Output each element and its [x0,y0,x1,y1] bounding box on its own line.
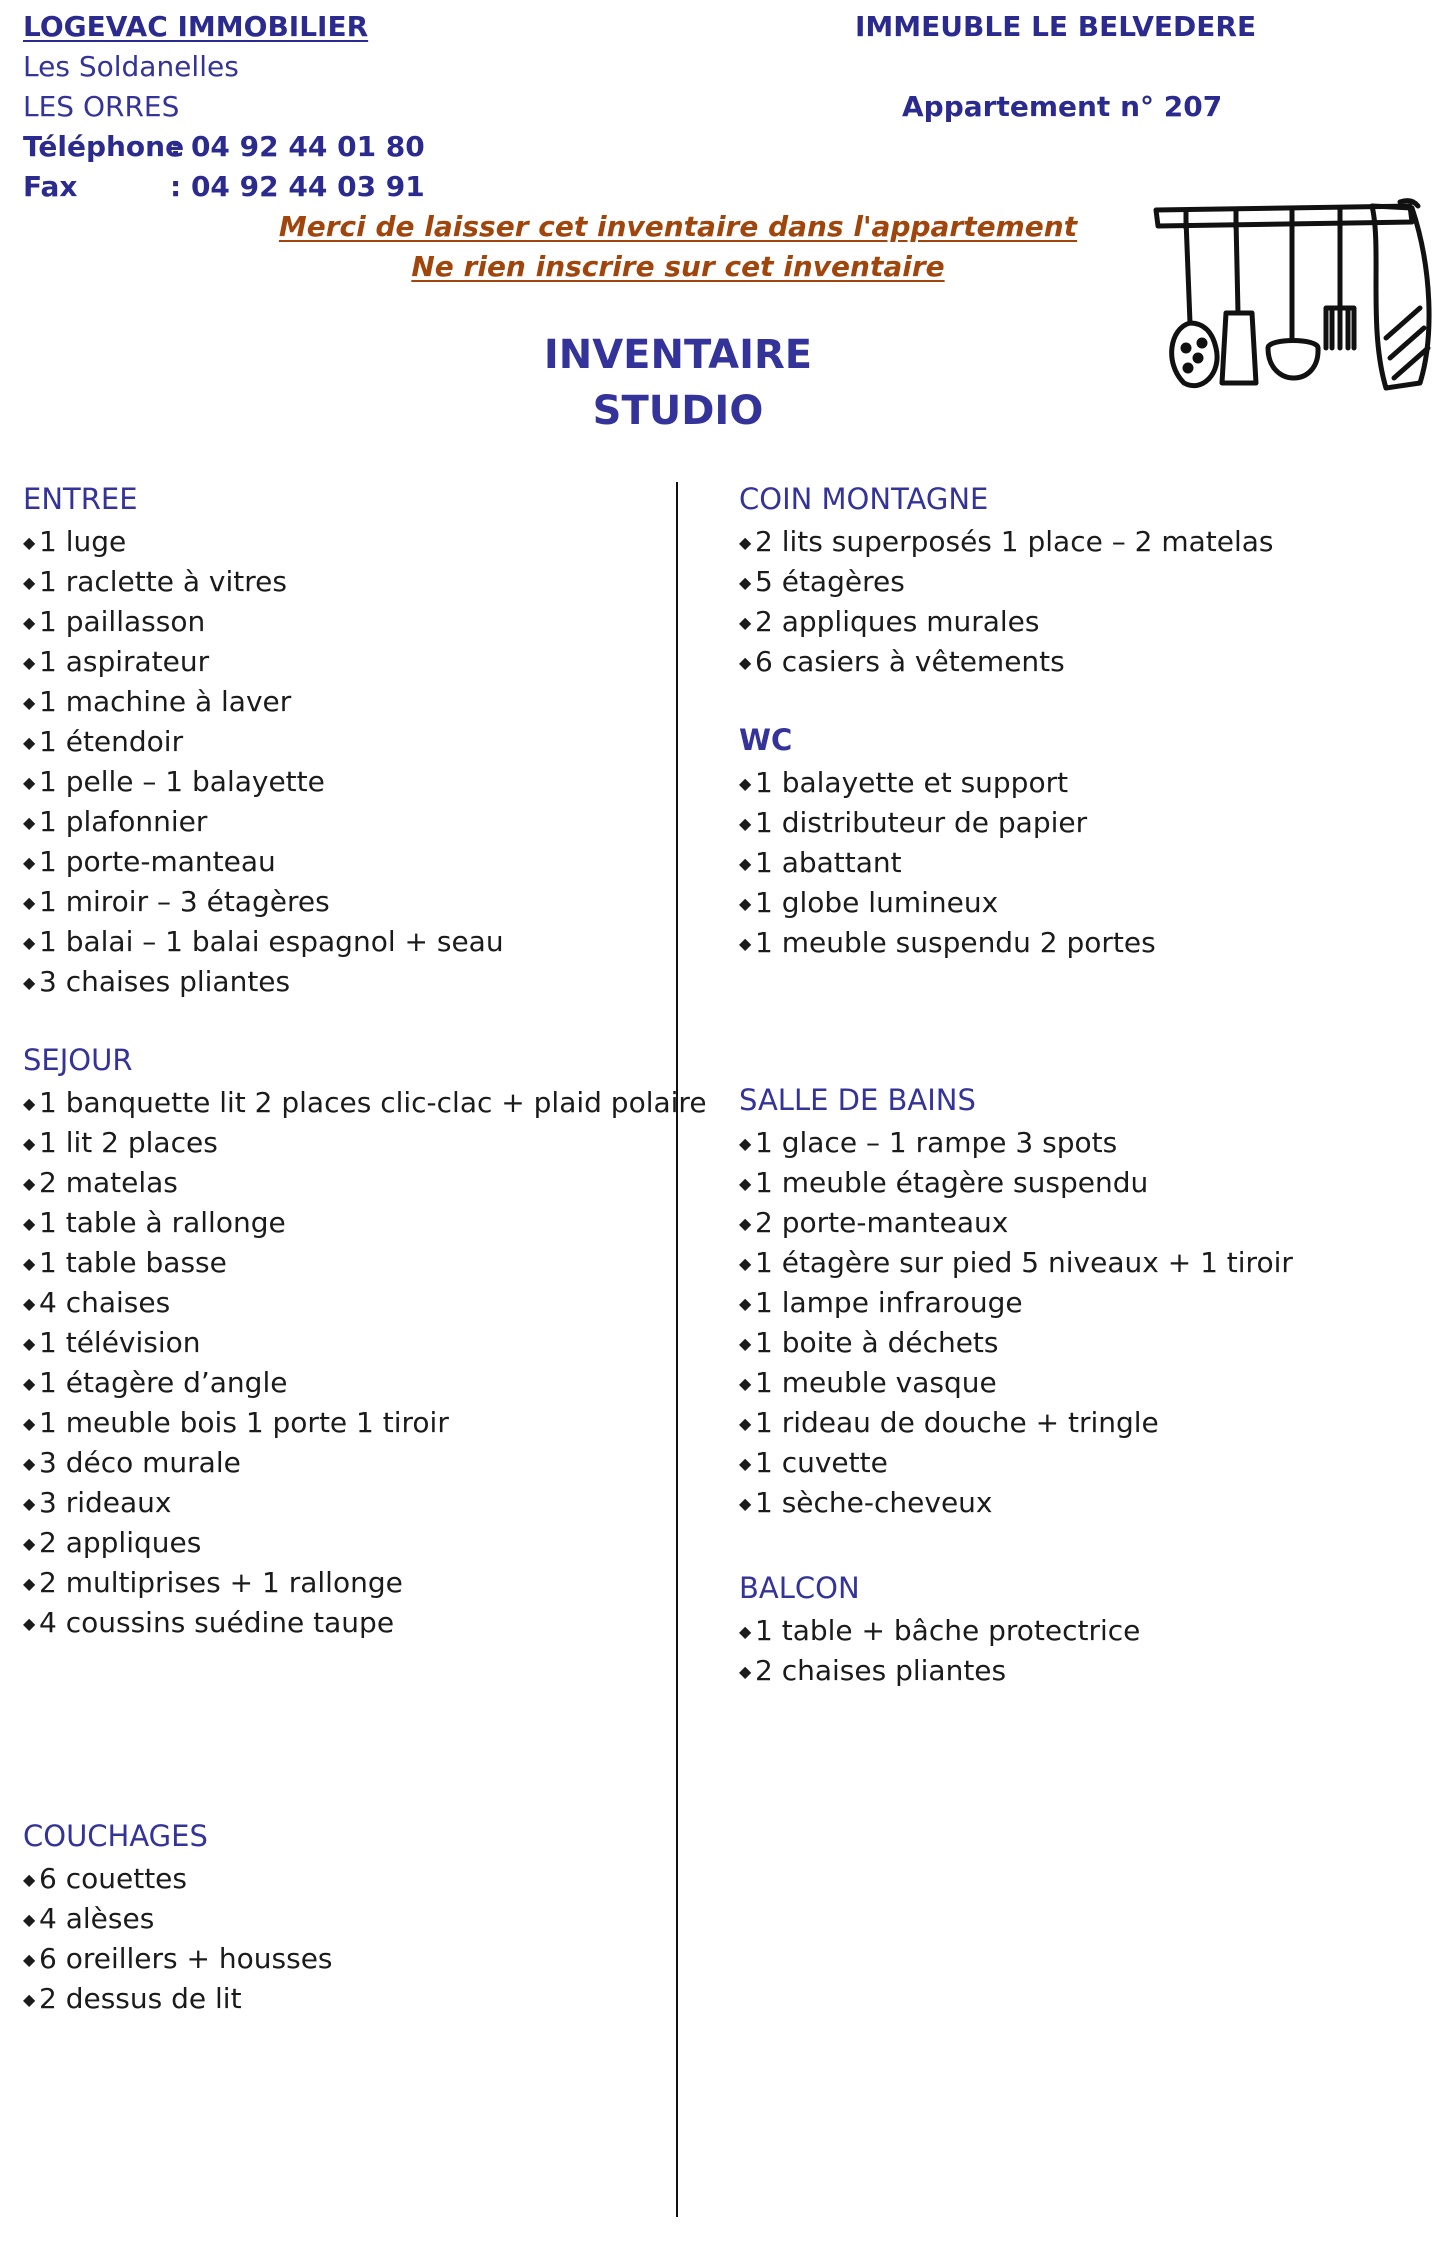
apartment-number: Appartement n° 207 [902,90,1223,123]
diamond-bullet-icon: ◆ [739,653,752,672]
diamond-bullet-icon: ◆ [23,1574,36,1593]
diamond-bullet-icon: ◆ [23,893,36,912]
list-item: ◆ 1 meuble suspendu 2 portes [739,923,1156,963]
diamond-bullet-icon: ◆ [23,533,36,552]
diamond-bullet-icon: ◆ [739,774,752,793]
list-item: ◆ 2 dessus de lit [23,1979,333,2019]
diamond-bullet-icon: ◆ [23,733,36,752]
diamond-bullet-icon: ◆ [23,653,36,672]
page-subtitle: STUDIO [592,388,764,434]
list-entree [23,522,504,1002]
diamond-bullet-icon: ◆ [23,573,36,592]
page-title: INVENTAIRE [543,332,813,378]
kitchen-utensils-icon [1150,188,1440,403]
section-title-salle-de-bains: SALLE DE BAINS [739,1083,976,1117]
list-item: ◆ 1 meuble vasque [739,1363,1293,1403]
list-item: ◆ 6 oreillers + housses [23,1939,333,1979]
list-sejour [23,1083,707,1643]
list-item: ◆ 2 chaises pliantes [739,1651,1140,1691]
diamond-bullet-icon: ◆ [739,1414,752,1433]
list-item: ◆ 1 raclette à vitres [23,562,504,602]
diamond-bullet-icon: ◆ [739,854,752,873]
list-item: ◆ 1 machine à laver [23,682,504,722]
diamond-bullet-icon: ◆ [739,934,752,953]
list-item: ◆ 4 chaises [23,1283,707,1323]
list-item: ◆ 1 table + bâche protectrice [739,1611,1140,1651]
diamond-bullet-icon: ◆ [739,894,752,913]
diamond-bullet-icon: ◆ [23,1870,36,1889]
diamond-bullet-icon: ◆ [23,1494,36,1513]
diamond-bullet-icon: ◆ [23,813,36,832]
list-item: ◆ 1 meuble bois 1 porte 1 tiroir [23,1403,707,1443]
diamond-bullet-icon: ◆ [739,1374,752,1393]
diamond-bullet-icon: ◆ [739,573,752,592]
list-item: ◆ 3 chaises pliantes [23,962,504,1002]
diamond-bullet-icon: ◆ [739,1494,752,1513]
diamond-bullet-icon: ◆ [739,1622,752,1641]
list-item: ◆ 2 appliques murales [739,602,1274,642]
list-item: ◆ 1 plafonnier [23,802,504,842]
diamond-bullet-icon: ◆ [739,1174,752,1193]
diamond-bullet-icon: ◆ [23,1174,36,1193]
list-item: ◆ 1 glace – 1 rampe 3 spots [739,1123,1293,1163]
list-couchages [23,1859,333,2019]
building-name: IMMEUBLE LE BELVEDERE [855,10,1257,43]
list-item: ◆ 1 cuvette [739,1443,1293,1483]
list-item: ◆ 1 pelle – 1 balayette [23,762,504,802]
list-item: ◆ 1 aspirateur [23,642,504,682]
list-item: ◆ 5 étagères [739,562,1274,602]
company-name: LOGEVAC IMMOBILIER [23,10,369,43]
diamond-bullet-icon: ◆ [23,1454,36,1473]
diamond-bullet-icon: ◆ [23,1414,36,1433]
list-item: ◆ 1 boite à déchets [739,1323,1293,1363]
section-title-wc: WC [739,723,793,757]
section-title-couchages: COUCHAGES [23,1819,208,1853]
list-item: ◆ 1 banquette lit 2 places clic-clac + plaid polaire [23,1083,707,1123]
diamond-bullet-icon: ◆ [739,1254,752,1273]
list-item: ◆ 1 luge [23,522,504,562]
list-item: ◆ 6 couettes [23,1859,333,1899]
list-item: ◆ 1 table à rallonge [23,1203,707,1243]
diamond-bullet-icon: ◆ [23,1334,36,1353]
phone-label: Téléphone [23,130,185,163]
diamond-bullet-icon: ◆ [23,1134,36,1153]
diamond-bullet-icon: ◆ [23,1294,36,1313]
diamond-bullet-icon: ◆ [23,973,36,992]
list-balcon [739,1611,1140,1691]
diamond-bullet-icon: ◆ [23,1374,36,1393]
diamond-bullet-icon: ◆ [23,693,36,712]
list-item: ◆ 1 porte-manteau [23,842,504,882]
diamond-bullet-icon: ◆ [23,853,36,872]
list-item: ◆ 2 matelas [23,1163,707,1203]
list-coin-montagne [739,522,1274,682]
address-line-1: Les Soldanelles [23,50,239,83]
list-item: ◆ 1 étagère sur pied 5 niveaux + 1 tiroir [739,1243,1293,1283]
diamond-bullet-icon: ◆ [23,1214,36,1233]
diamond-bullet-icon: ◆ [23,1950,36,1969]
list-item: ◆ 2 porte-manteaux [739,1203,1293,1243]
diamond-bullet-icon: ◆ [739,1214,752,1233]
list-salle-de-bains [739,1123,1293,1523]
phone-value: : 04 92 44 01 80 [170,130,425,163]
list-item: ◆ 1 balayette et support [739,763,1156,803]
diamond-bullet-icon: ◆ [23,1534,36,1553]
list-item: ◆ 1 lampe infrarouge [739,1283,1293,1323]
list-item: ◆ 6 casiers à vêtements [739,642,1274,682]
diamond-bullet-icon: ◆ [739,1134,752,1153]
diamond-bullet-icon: ◆ [23,933,36,952]
diamond-bullet-icon: ◆ [23,1910,36,1929]
note-do-not-write: Ne rien inscrire sur cet inventaire [411,250,945,283]
list-item: ◆ 1 paillasson [23,602,504,642]
diamond-bullet-icon: ◆ [739,1294,752,1313]
section-title-entree: ENTREE [23,482,138,516]
diamond-bullet-icon: ◆ [739,533,752,552]
list-item: ◆ 1 globe lumineux [739,883,1156,923]
list-item: ◆ 1 rideau de douche + tringle [739,1403,1293,1443]
list-item: ◆ 4 alèses [23,1899,333,1939]
list-item: ◆ 2 lits superposés 1 place – 2 matelas [739,522,1274,562]
list-item: ◆ 1 distributeur de papier [739,803,1156,843]
note-leave-inventory: Merci de laisser cet inventaire dans l'appartement [278,210,1078,243]
diamond-bullet-icon: ◆ [23,1614,36,1633]
diamond-bullet-icon: ◆ [23,1094,36,1113]
diamond-bullet-icon: ◆ [23,773,36,792]
list-item: ◆ 1 miroir – 3 étagères [23,882,504,922]
diamond-bullet-icon: ◆ [739,1334,752,1353]
diamond-bullet-icon: ◆ [23,1254,36,1273]
list-item: ◆ 4 coussins suédine taupe [23,1603,707,1643]
list-item: ◆ 1 lit 2 places [23,1123,707,1163]
diamond-bullet-icon: ◆ [23,1990,36,2009]
diamond-bullet-icon: ◆ [739,613,752,632]
list-item: ◆ 1 balai – 1 balai espagnol + seau [23,922,504,962]
list-item: ◆ 2 appliques [23,1523,707,1563]
diamond-bullet-icon: ◆ [739,1454,752,1473]
list-item: ◆ 2 multiprises + 1 rallonge [23,1563,707,1603]
list-item: ◆ 1 table basse [23,1243,707,1283]
diamond-bullet-icon: ◆ [739,1662,752,1681]
list-item: ◆ 1 abattant [739,843,1156,883]
section-title-coin-montagne: COIN MONTAGNE [739,482,989,516]
list-item: ◆ 1 étagère d’angle [23,1363,707,1403]
list-item: ◆ 3 rideaux [23,1483,707,1523]
list-item: ◆ 1 sèche-cheveux [739,1483,1293,1523]
list-item: ◆ 1 étendoir [23,722,504,762]
diamond-bullet-icon: ◆ [739,814,752,833]
section-title-sejour: SEJOUR [23,1043,133,1077]
section-title-balcon: BALCON [739,1571,860,1605]
address-line-2: LES ORRES [23,90,180,123]
list-item: ◆ 3 déco murale [23,1443,707,1483]
list-item: ◆ 1 télévision [23,1323,707,1363]
list-item: ◆ 1 meuble étagère suspendu [739,1163,1293,1203]
fax-value: : 04 92 44 03 91 [170,170,425,203]
diamond-bullet-icon: ◆ [23,613,36,632]
fax-label: Fax [23,170,78,203]
list-wc [739,763,1156,963]
